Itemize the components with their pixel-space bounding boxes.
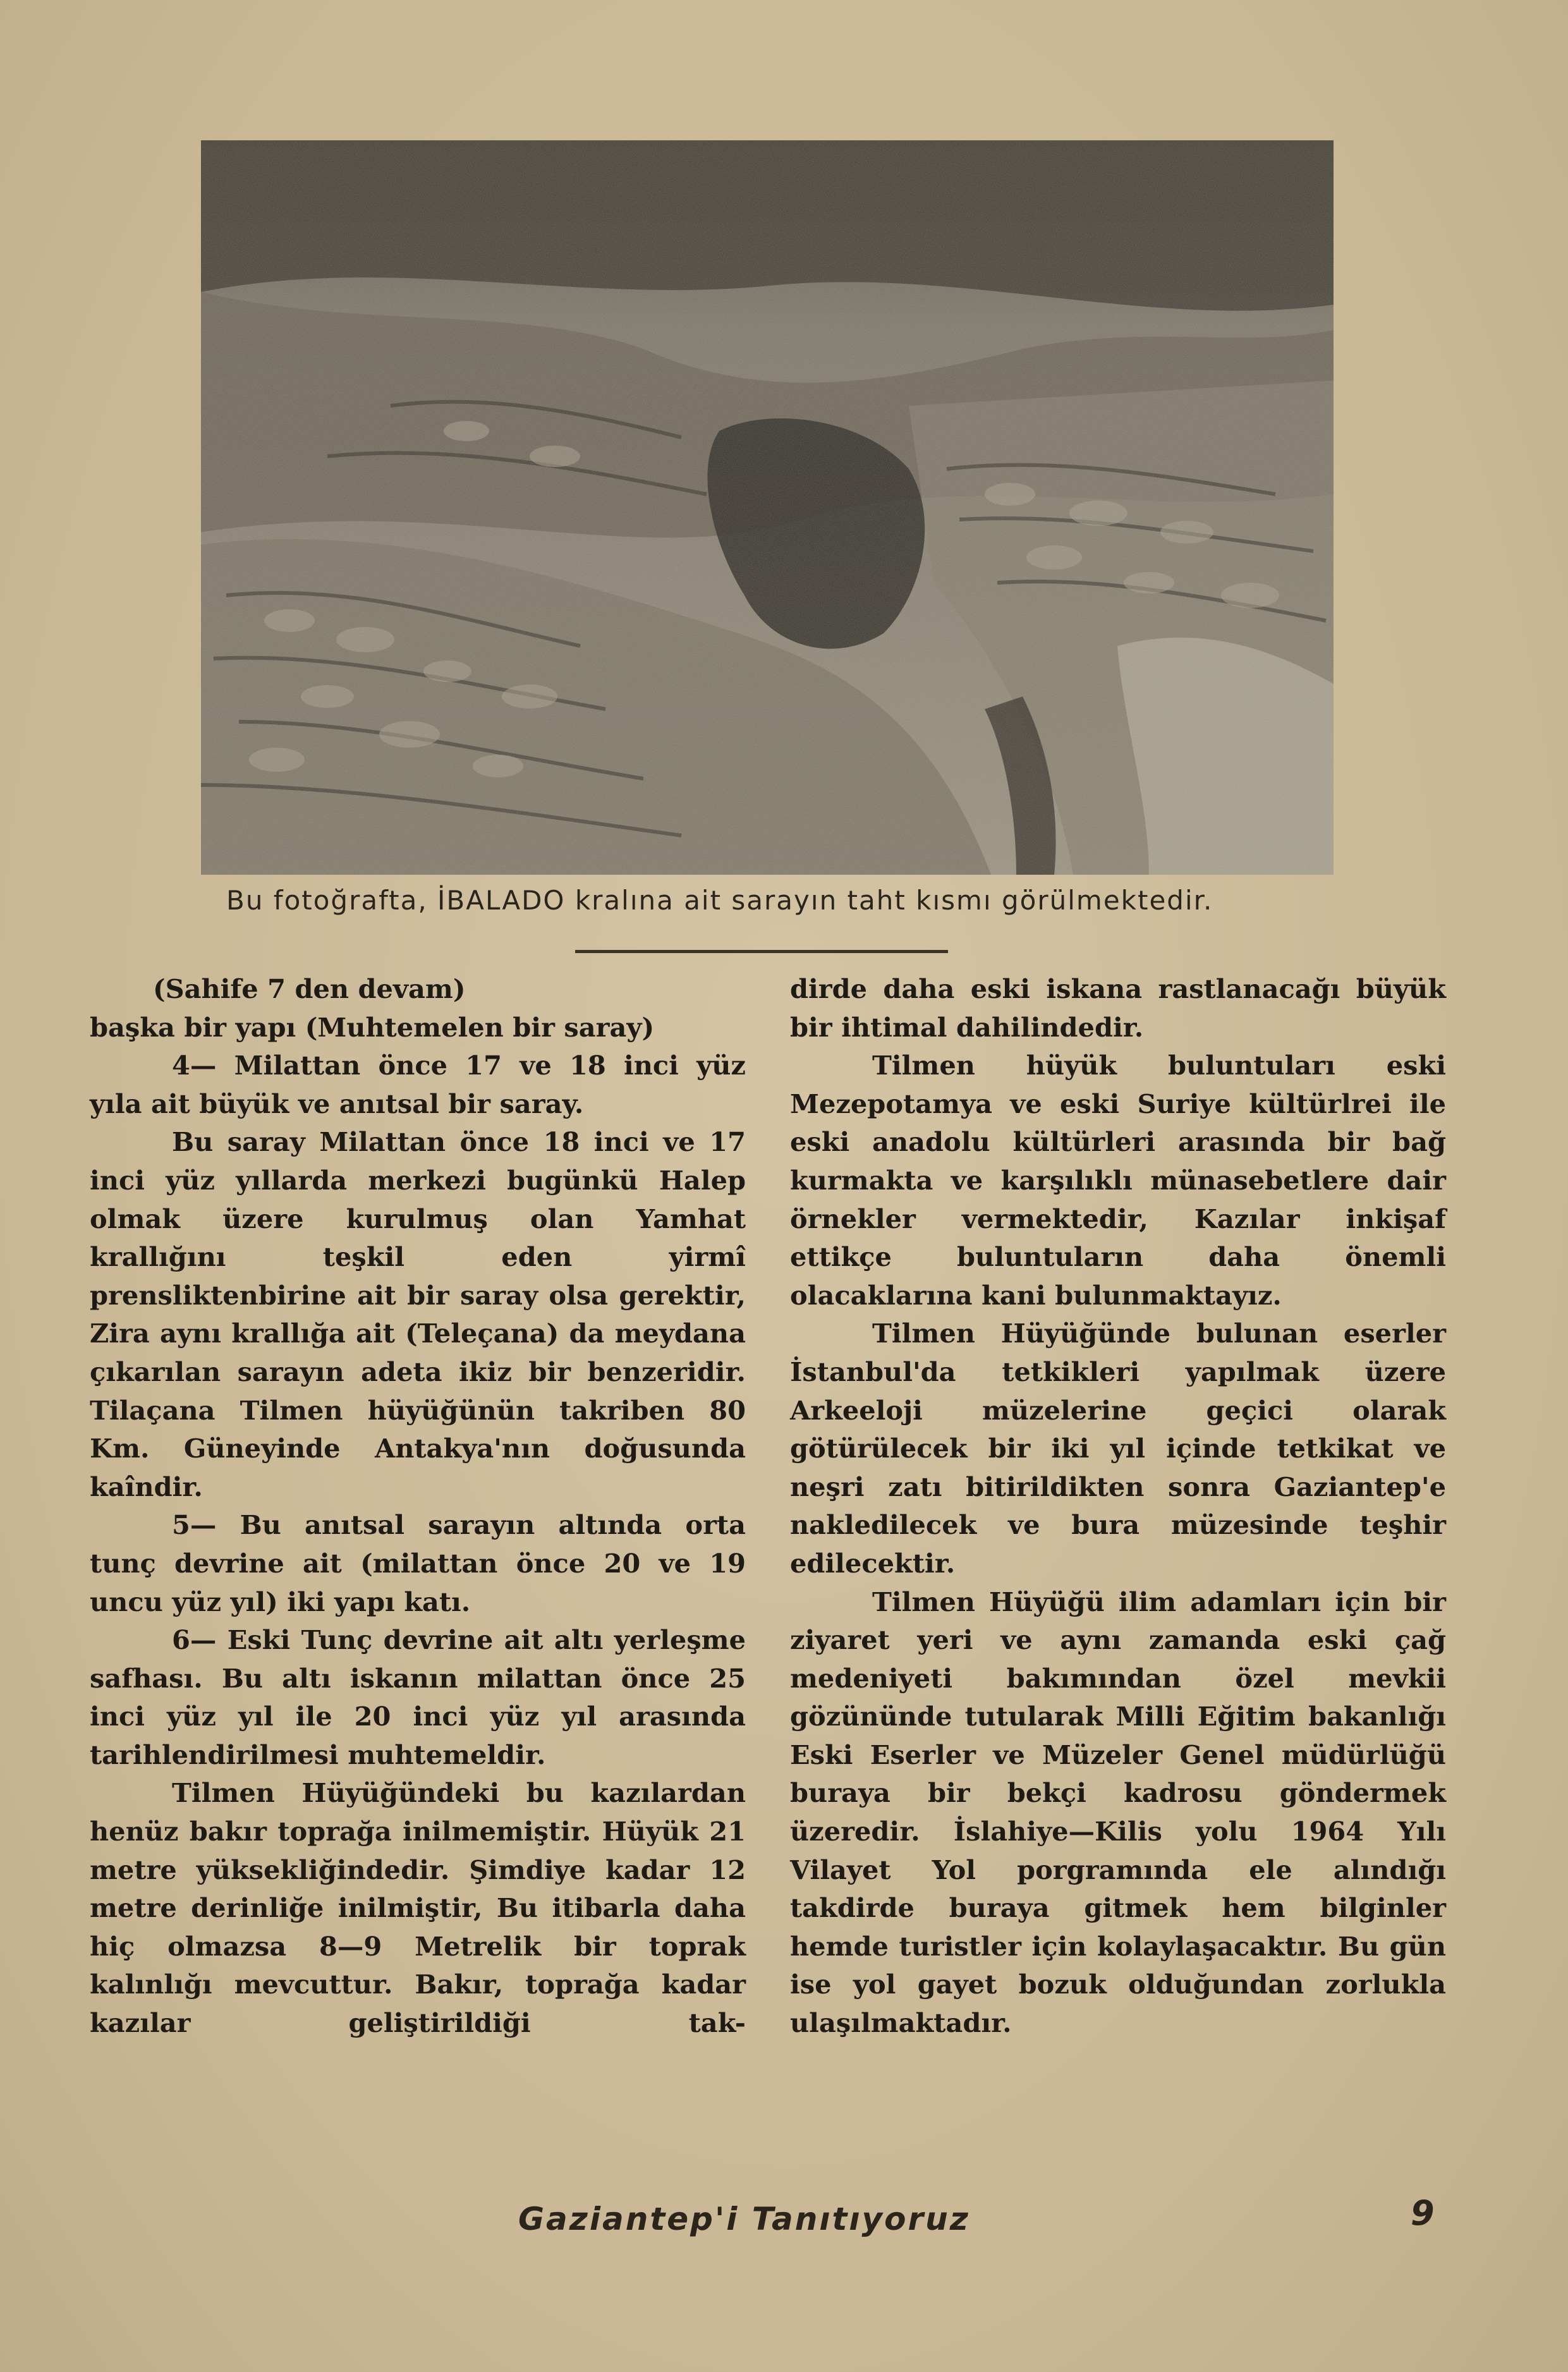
paragraph: Tilmen Hüyüğündeki bu kazılardan henüz bakır toprağa inilmemiştir. Hüyük 21 metre yüksekliğindedir. Şimdiye kadar 12 metre derinliğe inilmiştir, Bu itibarla daha hiç olmazsa 8—9 Metrelik bir toprak kalınlığı mevcuttur. Bakır, toprağa kadar kazılar geliştirildiği tak- xyxy=(90,1777,746,2039)
paragraph: Bu saray Milattan önce 18 inci ve 17 inci yüz yıllarda merkezi bugünkü Halep olmak üzere kurulmuş olan Yamhat krallığını teşkil eden yirmî prensliktenbirine ait bir saray olsa gerektir, Zira aynı krallığa ait (Teleçana) da meydana çıkarılan sarayın adeta ikiz bir benzeridir. Tilaçana Tilmen hüyüğünün takriben 80 Km. Güneyinde Antakya'nın doğusunda kaîndir. xyxy=(90,1126,746,1502)
photo-caption: Bu fotoğrafta, İBALADO kralına ait sarayın taht kısmı görülmektedir. xyxy=(226,885,1213,916)
left-column xyxy=(90,970,746,2043)
paragraph: başka bir yapı (Muhtemelen bir saray) xyxy=(90,1011,655,1043)
photo-illustration xyxy=(201,140,1334,875)
page-number: 9 xyxy=(1411,2193,1435,2233)
paragraph: 4— Milattan önce 17 ve 18 inci yüz yıla ait büyük ve anıtsal bir saray. xyxy=(90,1050,746,1119)
paragraph: 5— Bu anıtsal sarayın altında orta tunç devrine ait (milattan önce 20 ve 19 uncu yüz yıl) iki yapı katı. xyxy=(90,1509,746,1617)
paragraph: Tilmen Hüyüğü ilim adamları için bir ziyaret yeri ve aynı zamanda eski çağ medeniyeti bakımından özel mevkii gözününde tutularak Milli Eğitim bakanlığı Eski Eserler ve Müzeler Genel müdürlüğü buraya bir bekçi kadrosu göndermek üzeredir. İslahiye—Kilis yolu 1964 Yılı Vilayet Yol porgramında ele alındığı takdirde buraya gitmek hem bilginler hemde turistler için kolaylaşacaktır. Bu gün ise yol gayet bozuk olduğundan zorlukla ulaşılmaktadır. xyxy=(790,1586,1446,2039)
right-column xyxy=(790,970,1446,2043)
paragraph: Tilmen Hüyüğünde bulunan eserler İstanbul'da tetkikleri yapılmak üzere Arkeeloji müzelerine geçici olarak götürülecek bir iki yıl içinde tetkikat ve neşri zatı bitirildikten sonra Gaziantep'e nakledilecek ve bura müzesinde teşhir edilecektir. xyxy=(790,1318,1446,1579)
archaeological-site-photo xyxy=(201,140,1334,875)
footer-title: Gaziantep'i Tanıtıyoruz xyxy=(518,2201,970,2237)
continuation-note: (Sahife 7 den devam) xyxy=(153,973,466,1004)
section-divider xyxy=(575,950,948,953)
paragraph: 6— Eski Tunç devrine ait altı yerleşme safhası. Bu altı iskanın milattan önce 25 inci yüz yıl ile 20 inci yüz yıl arasında tarihlendirilmesi muhtemeldir. xyxy=(90,1624,746,1770)
paragraph: dirde daha eski iskana rastlanacağı büyük bir ihtimal dahilindedir. xyxy=(790,973,1446,1043)
paragraph: Tilmen hüyük buluntuları eski Mezepotamya ve eski Suriye kültürlrei ile eski anadolu kültürleri arasında bir bağ kurmakta ve karşılıklı münasebetlere dair örnekler vermektedir, Kazılar inkişaf ettikçe buluntuların daha önemli olacaklarına kani bulunmaktayız. xyxy=(790,1050,1446,1311)
